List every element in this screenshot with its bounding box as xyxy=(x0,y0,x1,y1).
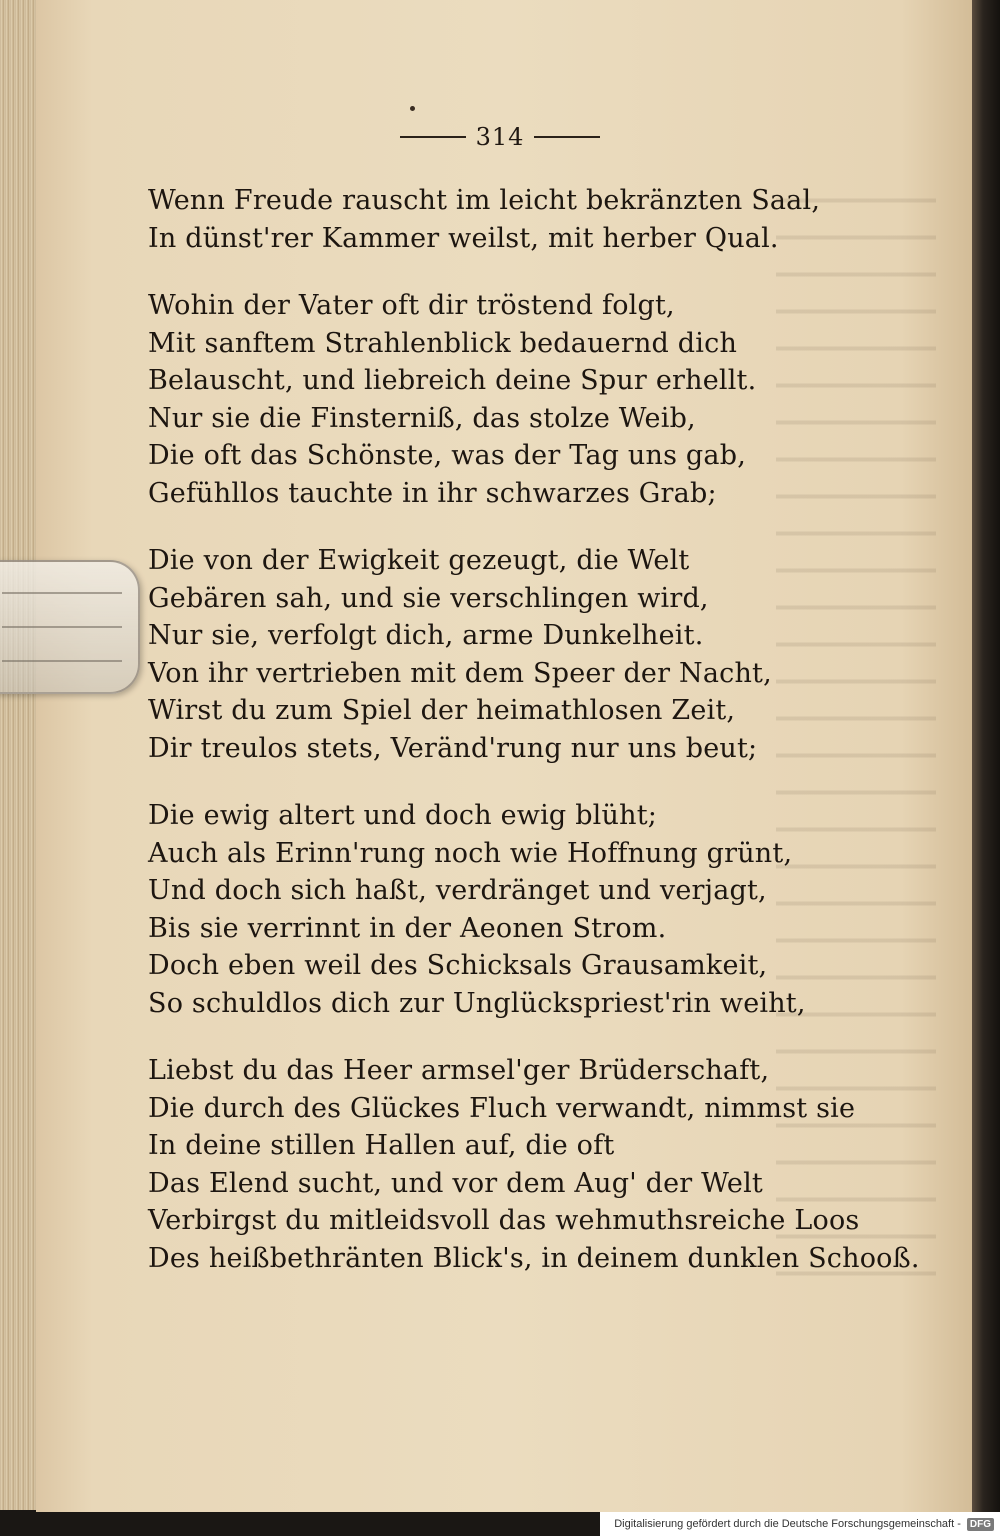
poem-line: Und doch sich haßt, verdränget und verjagt, xyxy=(148,875,767,906)
clip-ridge xyxy=(2,660,122,662)
poem-line: In dünst'rer Kammer weilst, mit herber Qual. xyxy=(148,222,779,254)
header-rule-right xyxy=(534,136,600,138)
poem-line: Dir treulos stets, Veränd'rung nur uns beut; xyxy=(148,732,758,764)
page-clip-icon xyxy=(0,560,140,694)
page-number: 314 xyxy=(475,123,525,151)
poem-line: Das Elend sucht, und vor dem Aug' der Welt xyxy=(148,1167,763,1199)
poem-line: Belauscht, und liebreich deine Spur erhellt. xyxy=(148,365,757,396)
poem-line: Von ihr vertrieben mit dem Speer der Nacht, xyxy=(148,657,772,689)
poem-line: Wirst du zum Spiel der heimathlosen Zeit, xyxy=(148,695,736,726)
poem-line: Nur sie, verfolgt dich, arme Dunkelheit. xyxy=(148,620,704,651)
poem-line: Die von der Ewigkeit gezeugt, die Welt xyxy=(148,545,690,576)
poem-line: Nur sie die Finsterniß, das stolze Weib, xyxy=(148,402,696,434)
clip-ridge xyxy=(2,592,122,594)
poem-line: So schuldlos dich zur Unglückspriest'rin weiht, xyxy=(148,987,806,1019)
poem-line: Bis sie verrinnt in der Aeonen Strom. xyxy=(148,912,667,944)
poem-line: Die oft das Schönste, was der Tag uns gab, xyxy=(148,440,746,471)
poem-line: Liebst du das Heer armsel'ger Brüderschaft, xyxy=(148,1055,770,1086)
page-header xyxy=(380,122,620,152)
digitization-footer xyxy=(600,1512,1000,1536)
poem-line: Wohin der Vater oft dir tröstend folgt, xyxy=(148,290,675,321)
header-rule-left xyxy=(400,136,466,138)
stanza xyxy=(148,287,848,512)
poem-line: Auch als Erinn'rung noch wie Hoffnung grünt, xyxy=(148,837,793,869)
poem-line: Die ewig altert und doch ewig blüht; xyxy=(148,800,658,831)
poem-line: Wenn Freude rauscht im leicht bekränzten Saal, xyxy=(148,185,821,216)
clip-ridge xyxy=(2,626,122,628)
poem-line: Doch eben weil des Schicksals Grausamkeit, xyxy=(148,950,768,981)
poem-line: Verbirgst du mitleidsvoll das wehmuthsreiche Loos xyxy=(148,1205,860,1236)
stanza xyxy=(148,182,848,257)
ink-speck xyxy=(410,106,415,111)
poem-line: In deine stillen Hallen auf, die oft xyxy=(148,1130,615,1161)
stanza xyxy=(148,797,848,1022)
stanza xyxy=(148,1052,920,1277)
poem-line: Mit sanftem Strahlenblick bedauernd dich xyxy=(148,327,738,359)
poem-line: Die durch des Glückes Fluch verwandt, nimmst sie xyxy=(148,1092,856,1124)
poem-body xyxy=(148,182,920,1307)
poem-line: Gebären sah, und sie verschlingen wird, xyxy=(148,582,709,614)
poem-line: Des heißbethränten Blick's, in deinem dunklen Schooß. xyxy=(148,1242,920,1274)
book-binding xyxy=(972,0,1000,1512)
dfg-logo-icon: DFG xyxy=(967,1518,994,1531)
digitization-credit: Digitalisierung gefördert durch die Deutsche Forschungsgemeinschaft - xyxy=(614,1518,961,1530)
poem-line: Gefühllos tauchte in ihr schwarzes Grab; xyxy=(148,477,717,509)
stanza xyxy=(148,542,848,767)
